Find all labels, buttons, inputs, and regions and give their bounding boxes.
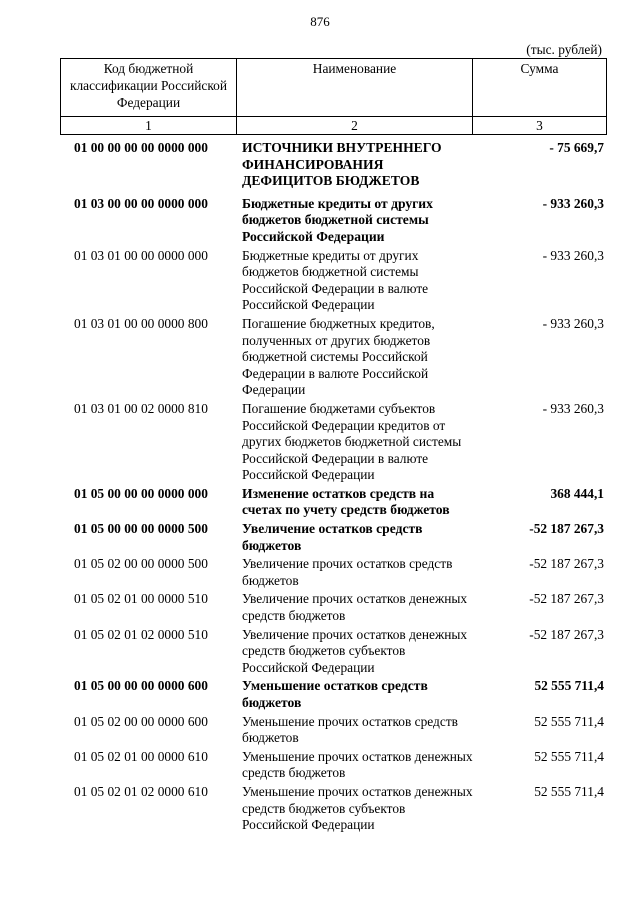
table-row: [60, 784, 606, 836]
row-code: 01 05 02 01 00 0000 510: [74, 591, 208, 607]
row-sum: - 75 669,7: [549, 140, 604, 155]
table-row: [60, 591, 606, 626]
row-name: Бюджетные кредиты от других бюджетов бюджетной системы Российской Федерации в валюте Российской Федерации: [242, 247, 429, 313]
table-body: [60, 140, 606, 836]
table-row: [60, 316, 606, 401]
row-code: 01 05 02 00 00 0000 600: [74, 713, 208, 729]
units-label: (тыс. рублей): [526, 42, 602, 57]
column-number-2: 2: [237, 117, 473, 135]
table-row: [60, 486, 606, 521]
row-code: 01 05 00 00 00 0000 500: [74, 521, 208, 537]
table-row: [60, 401, 606, 486]
row-name: Уменьшение прочих остатков денежных средств бюджетов субъектов Российской Федерации: [242, 783, 473, 833]
row-sum: - 933 260,3: [542, 247, 604, 263]
table-row: [60, 749, 606, 784]
row-sum: -52 187 267,3: [529, 591, 604, 607]
row-code: 01 05 02 01 02 0000 610: [74, 783, 208, 799]
table-row: [60, 140, 606, 196]
row-name: Бюджетные кредиты от других бюджетов бюджетной системы Российской Федерации: [242, 195, 433, 244]
row-sum: - 933 260,3: [542, 195, 604, 211]
table-row: [60, 248, 606, 316]
row-name: Уменьшение прочих остатков денежных средств бюджетов: [242, 748, 473, 781]
row-sum: - 933 260,3: [542, 400, 604, 416]
page-number: 876: [310, 14, 330, 29]
row-name: Изменение остатков средств на счетах по учету средств бюджетов: [242, 485, 450, 518]
row-sum: 52 555 711,4: [534, 748, 604, 764]
row-code: 01 03 01 00 00 0000 000: [74, 247, 208, 263]
row-sum: -52 187 267,3: [529, 626, 604, 642]
row-sum: - 933 260,3: [542, 315, 604, 331]
column-number-1: 1: [61, 117, 237, 135]
table-row: [60, 521, 606, 556]
row-code: 01 05 00 00 00 0000 000: [74, 485, 208, 501]
row-sum: -52 187 267,3: [529, 521, 604, 537]
row-name: Погашение бюджетами субъектов Российской Федерации кредитов от других бюджетов бюджетной системы Российской Федерации в валюте Российской Федерации: [242, 400, 462, 483]
row-sum: 52 555 711,4: [534, 783, 604, 799]
row-sum: -52 187 267,3: [529, 556, 604, 572]
column-number-3: 3: [473, 117, 607, 135]
row-name: Увеличение прочих остатков денежных средств бюджетов субъектов Российской Федерации: [242, 626, 468, 675]
header-name: Наименование: [237, 59, 473, 117]
row-code: 01 05 02 01 00 0000 610: [74, 748, 208, 764]
row-sum: 52 555 711,4: [534, 678, 604, 694]
row-name: ИСТОЧНИКИ ВНУТРЕННЕГО ФИНАНСИРОВАНИЯ ДЕФИЦИТОВ БЮДЖЕТОВ: [242, 140, 442, 189]
row-name: Уменьшение прочих остатков средств бюджетов: [242, 713, 458, 746]
row-code: 01 03 00 00 00 0000 000: [74, 195, 208, 211]
row-name: Увеличение прочих остатков средств бюджетов: [242, 556, 453, 588]
header-code: Код бюджетной классификации Российской Федерации: [61, 59, 237, 117]
table-row: [60, 556, 606, 591]
table-row: [60, 714, 606, 749]
row-sum: 52 555 711,4: [534, 713, 604, 729]
row-name: Погашение бюджетных кредитов, полученных от других бюджетов бюджетной системы Российской Федерации в валюте Российской Федерации: [242, 315, 435, 398]
row-code: 01 03 01 00 02 0000 810: [74, 400, 208, 416]
table-row: [60, 627, 606, 679]
row-code: 01 03 01 00 00 0000 800: [74, 315, 208, 331]
row-code: 01 05 00 00 00 0000 600: [74, 678, 208, 694]
row-sum: 368 444,1: [550, 485, 604, 501]
row-code: 01 05 02 00 00 0000 500: [74, 556, 208, 572]
table-row: [60, 678, 606, 713]
row-code: 01 05 02 01 02 0000 510: [74, 626, 208, 642]
row-code: 01 00 00 00 00 0000 000: [74, 140, 208, 155]
row-name: Увеличение прочих остатков денежных средств бюджетов: [242, 591, 468, 624]
header-sum: Сумма: [473, 59, 607, 117]
row-name: Увеличение остатков средств бюджетов: [242, 521, 423, 553]
table-header: [60, 58, 607, 135]
table-row: [60, 196, 606, 248]
row-name: Уменьшение остатков средств бюджетов: [242, 678, 428, 710]
